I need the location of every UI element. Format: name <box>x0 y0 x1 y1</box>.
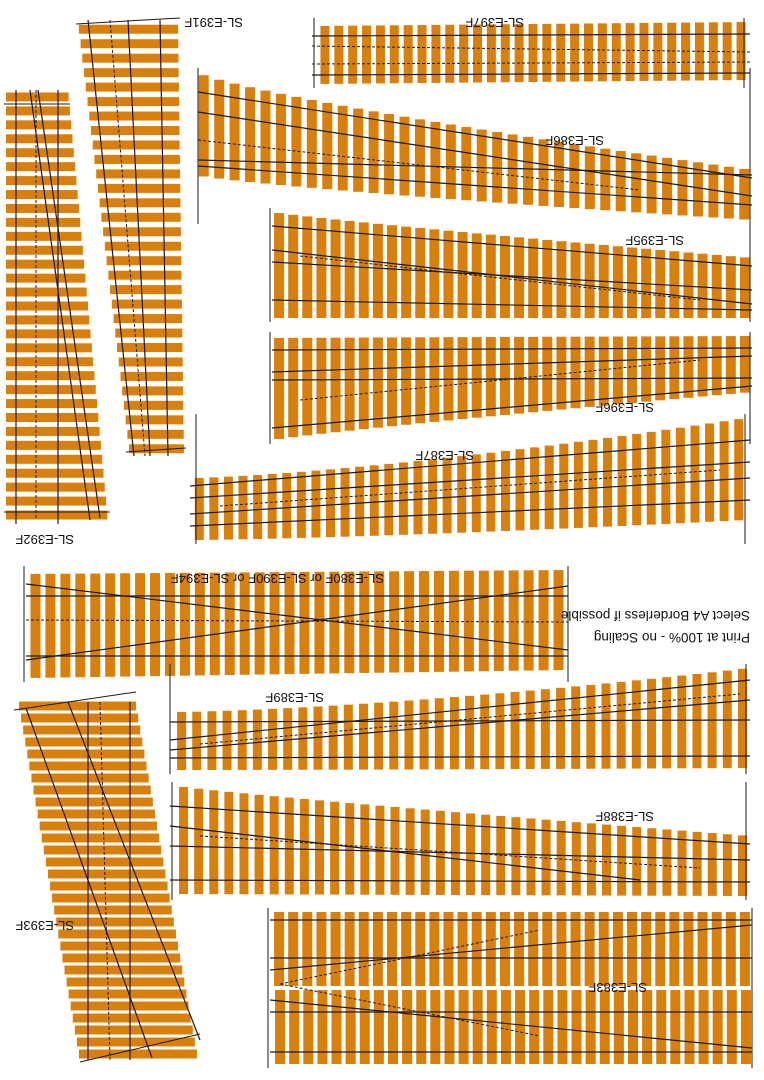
label-SL-E393F: SL-E393F <box>15 918 74 933</box>
print-instructions <box>550 604 750 648</box>
label-SL-E388F: SL-E388F <box>595 809 654 824</box>
label-SL-E380F: SL-E380F or SL-E390F or SL-E394F <box>170 571 384 586</box>
label-SL-E383F: SL-E383F <box>588 980 647 995</box>
label-SL-E386F: SL-E386F <box>545 133 604 148</box>
instruction-line-1: Print at 100% - no Scaling <box>593 630 750 645</box>
label-SL-E395F: SL-E395F <box>625 233 684 248</box>
label-SL-E392F: SL-E392F <box>15 532 74 547</box>
label-SL-E391F: SL-E391F <box>184 15 243 30</box>
instruction-line-2: Select A4 Borderless if possible <box>560 608 750 623</box>
label-SL-E396F: SL-E396F <box>595 400 654 415</box>
label-SL-E397F: SL-E397F <box>465 15 524 30</box>
label-SL-E387F: SL-E387F <box>415 448 474 463</box>
label-SL-E389F: SL-E389F <box>265 690 324 705</box>
